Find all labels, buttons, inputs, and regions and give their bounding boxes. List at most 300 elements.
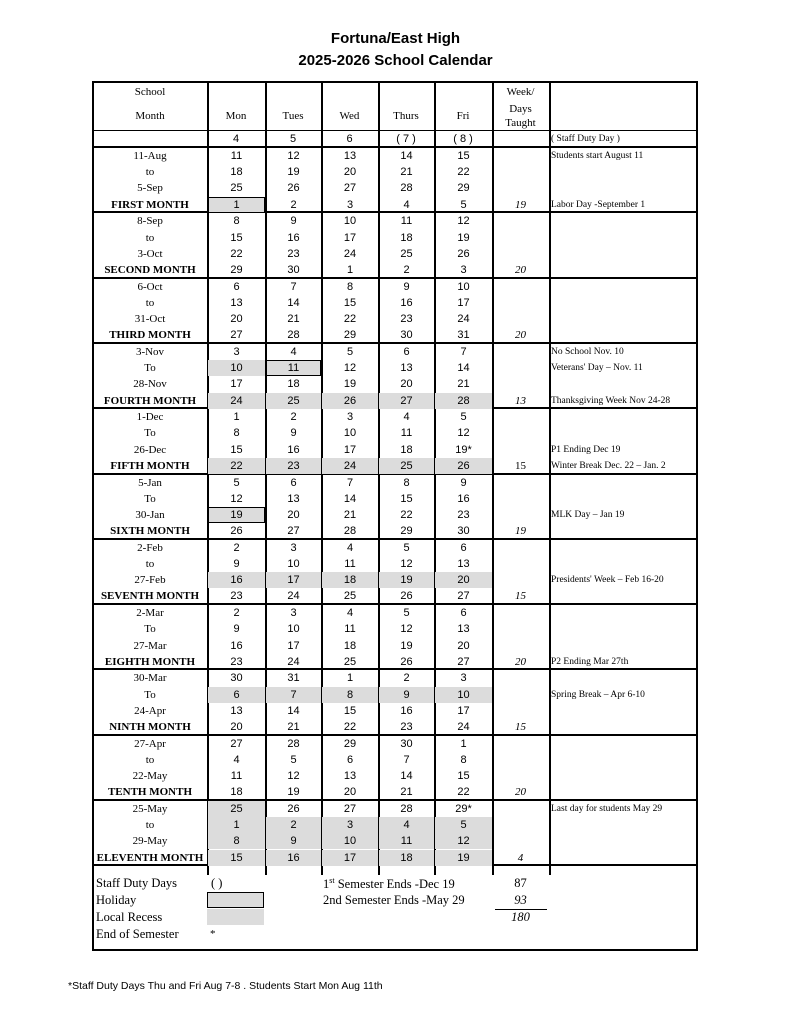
day-cell: 2 — [290, 198, 297, 211]
day-cell: 18 — [322, 572, 378, 588]
day-cell: 23 — [457, 508, 470, 521]
day-cell: 20 — [400, 378, 413, 391]
day-cell: 5 — [403, 541, 410, 554]
day-cell: 26 — [322, 393, 378, 409]
header-wed: Wed — [339, 110, 360, 122]
total-sem1: 87 — [514, 876, 527, 890]
week-days-taught: 15 — [515, 459, 526, 472]
day-cell: 11 — [344, 558, 356, 570]
day-cell: 23 — [266, 458, 321, 474]
day-cell: 23 — [400, 721, 413, 733]
day-cell: 22 — [343, 313, 357, 325]
day-cell: 3 — [290, 607, 297, 620]
calendar-note: P1 Ending Dec 19 — [551, 444, 621, 455]
day-cell: 17 — [343, 231, 357, 244]
legend-staff-duty-days: Staff Duty Days — [96, 876, 178, 890]
month-range-label: to — [145, 753, 155, 766]
month-range-label: 30-Jan — [135, 508, 165, 521]
day-cell: 9 — [290, 215, 297, 228]
day-cell: 8 — [346, 280, 354, 293]
day-cell: 11 — [400, 215, 413, 228]
day-cell: 11 — [344, 623, 356, 636]
day-cell: 8 — [208, 833, 265, 849]
day-cell: 15 — [457, 150, 470, 162]
day-cell: 6 — [208, 687, 265, 703]
day-cell: 11 — [266, 360, 321, 376]
day-cell: 23 — [287, 247, 300, 260]
day-cell: 17 — [343, 443, 357, 456]
day-cell: 19* — [455, 443, 472, 456]
day-cell: 7 — [346, 476, 354, 489]
calendar-note: Presidents' Week – Feb 16-20 — [551, 575, 664, 586]
day-cell: 3 — [290, 541, 297, 554]
month-range-label: To — [144, 688, 156, 701]
day-cell: 1 — [208, 817, 265, 833]
month-range-label: to — [145, 819, 155, 832]
header-tues: Tues — [282, 110, 304, 122]
week-days-taught: 19 — [515, 525, 526, 538]
day-cell: 6 — [233, 280, 240, 293]
day-cell: 30 — [400, 329, 413, 342]
header-thurs: Thurs — [393, 110, 419, 122]
month-name: TENTH MONTH — [107, 786, 193, 799]
day-cell: 24 — [457, 313, 470, 325]
week-days-taught: 15 — [515, 590, 526, 603]
day-cell: 22 — [457, 786, 470, 799]
month-name: NINTH MONTH — [109, 721, 191, 733]
week-days-taught: 13 — [515, 394, 526, 407]
day-cell: 25 — [266, 393, 321, 409]
day-cell: 31 — [457, 329, 470, 342]
month-name: THIRD MONTH — [109, 329, 191, 342]
day-cell: 29 — [343, 329, 357, 342]
day-cell: 10 — [343, 215, 357, 228]
day-cell: 29 — [343, 737, 357, 750]
day-cell: 29* — [455, 803, 472, 815]
day-cell: 12 — [287, 150, 300, 162]
calendar-note: Last day for students May 29 — [551, 804, 663, 814]
header-month: Month — [135, 110, 165, 122]
total-year: 180 — [511, 910, 530, 924]
staff-day-thurs: ( 7 ) — [396, 133, 416, 145]
day-cell: 22 — [343, 721, 357, 733]
month-range-label: 31-Oct — [134, 313, 166, 325]
month-range-label: 3-Oct — [137, 247, 163, 260]
week-days-taught: 20 — [515, 786, 526, 799]
day-cell: 17 — [266, 572, 321, 588]
day-cell: 6 — [460, 541, 467, 554]
month-range-label: 5-Sep — [137, 182, 163, 195]
semester-2-end: 2nd Semester Ends -May 29 — [323, 893, 465, 907]
month-range-label: 29-May — [132, 835, 168, 848]
day-cell: 30 — [230, 672, 243, 685]
day-cell: 26 — [435, 458, 492, 474]
day-cell: 30 — [287, 263, 300, 276]
day-cell: 29 — [400, 525, 413, 538]
day-cell: 14 — [343, 492, 357, 505]
day-cell: 18 — [287, 378, 300, 391]
day-cell: 25 — [343, 590, 357, 603]
day-cell: 21 — [287, 721, 300, 733]
month-range-label: to — [145, 166, 155, 179]
month-name: FIRST MONTH — [111, 198, 189, 211]
day-cell: 19 — [343, 378, 357, 391]
day-cell: 19 — [287, 786, 300, 799]
month-range-label: To — [144, 362, 156, 375]
day-cell: 18 — [400, 443, 413, 456]
day-cell: 22 — [457, 166, 470, 179]
calendar-note: No School Nov. 10 — [551, 346, 624, 357]
day-cell: 17 — [230, 378, 243, 391]
day-cell: 16 — [457, 492, 470, 505]
day-cell: 13 — [400, 362, 413, 375]
day-cell: 12 — [400, 623, 413, 636]
month-range-label: 2-Mar — [136, 607, 164, 620]
day-cell: 9 — [379, 687, 434, 703]
legend-staff-symbol: ( ) — [211, 876, 223, 890]
calendar-note: Spring Break – Apr 6-10 — [551, 689, 645, 700]
month-range-label: To — [144, 492, 156, 505]
day-cell: 20 — [435, 572, 492, 588]
month-range-label: 2-Feb — [137, 541, 163, 554]
staff-day-tues: 5 — [289, 133, 297, 145]
day-cell: 19 — [457, 231, 470, 244]
day-cell: 19 — [400, 639, 413, 652]
day-cell: 5 — [346, 345, 354, 358]
day-cell: 10 — [322, 833, 378, 849]
day-cell: 5 — [460, 411, 467, 424]
month-range-label: 27-Feb — [134, 574, 166, 587]
day-cell: 25 — [379, 458, 434, 474]
month-range-label: to — [145, 296, 155, 309]
semester-1-prefix: 1 — [323, 877, 330, 892]
week-days-taught: 19 — [515, 198, 526, 211]
day-cell: 11 — [230, 150, 243, 162]
day-cell: 3 — [233, 345, 240, 358]
header-school: School — [134, 86, 166, 98]
legend-local-recess: Local Recess — [96, 910, 163, 924]
day-cell: 24 — [343, 247, 357, 260]
week-days-taught: 20 — [515, 263, 526, 276]
day-cell: 25 — [208, 801, 265, 817]
day-cell: 22 — [230, 247, 243, 260]
day-cell: 3 — [460, 263, 467, 276]
day-cell: 28 — [435, 393, 492, 409]
day-cell: 1 — [346, 263, 354, 276]
month-range-label: 8-Sep — [137, 215, 163, 228]
month-range-label: To — [144, 623, 156, 636]
day-cell: 9 — [266, 833, 321, 849]
day-cell: 28 — [343, 525, 357, 538]
day-cell: 10 — [343, 427, 357, 440]
day-cell: 15 — [457, 770, 470, 783]
day-cell: 5 — [290, 753, 297, 766]
day-cell: 12 — [457, 427, 470, 440]
day-cell: 2 — [290, 411, 297, 424]
day-cell: 15 — [230, 443, 243, 456]
day-cell: 8 — [322, 687, 378, 703]
day-cell: 12 — [400, 558, 413, 570]
day-cell: 19 — [435, 850, 492, 866]
day-cell: 24 — [287, 655, 300, 668]
day-cell: 12 — [287, 770, 300, 783]
legend-holiday-swatch — [207, 892, 264, 908]
month-name: ELEVENTH MONTH — [96, 851, 204, 864]
day-cell: 6 — [290, 476, 297, 489]
day-cell: 10 — [457, 280, 470, 293]
day-cell: 6 — [460, 607, 467, 620]
day-cell: 13 — [343, 150, 357, 162]
day-cell: 24 — [208, 393, 265, 409]
day-cell: 17 — [457, 296, 470, 309]
day-cell: 7 — [266, 687, 321, 703]
day-cell: 9 — [233, 623, 240, 636]
month-range-label: 11-Aug — [133, 150, 167, 162]
day-cell: 12 — [435, 833, 492, 849]
day-cell: 27 — [379, 393, 434, 409]
header-taught: Taught — [505, 117, 536, 129]
day-cell: 21 — [343, 508, 357, 521]
day-cell: 15 — [343, 704, 357, 717]
day-cell: 9 — [290, 427, 297, 440]
day-cell: 30 — [400, 737, 413, 750]
day-cell: 28 — [400, 803, 413, 815]
day-cell: 20 — [287, 508, 300, 521]
week-days-taught: 4 — [517, 851, 524, 864]
day-cell: 16 — [266, 850, 321, 866]
day-cell: 4 — [403, 198, 410, 211]
day-cell: 13 — [457, 623, 470, 636]
day-cell: 11 — [230, 770, 243, 783]
day-cell: 20 — [230, 721, 243, 733]
day-cell: 28 — [400, 182, 413, 195]
day-cell: 23 — [400, 313, 413, 325]
month-range-label: 30-Mar — [133, 672, 167, 685]
day-cell: 27 — [457, 590, 470, 603]
day-cell: 1 — [346, 672, 354, 685]
day-cell: 3 — [346, 411, 354, 424]
day-cell: 21 — [400, 166, 413, 179]
day-cell: 4 — [346, 607, 354, 620]
day-cell: 14 — [400, 770, 413, 783]
day-cell: 10 — [287, 558, 300, 570]
day-cell: 27 — [230, 329, 243, 342]
day-cell: 13 — [230, 704, 243, 717]
day-cell: 8 — [460, 753, 467, 766]
day-cell: 13 — [343, 770, 357, 783]
day-cell: 16 — [287, 443, 300, 456]
header-days: Days — [509, 103, 532, 115]
month-name: SECOND MONTH — [104, 263, 196, 276]
day-cell: 1 — [233, 411, 240, 424]
staff-day-fri: ( 8 ) — [453, 133, 473, 145]
day-cell: 7 — [460, 345, 467, 358]
day-cell: 19 — [379, 572, 434, 588]
month-range-label: to — [145, 558, 155, 570]
day-cell: 17 — [322, 850, 378, 866]
week-days-taught: 15 — [515, 721, 526, 733]
day-cell: 15 — [208, 850, 265, 866]
legend-end-symbol: * — [210, 928, 216, 940]
footer-note: *Staff Duty Days Thu and Fri Aug 7-8 . Students Start Mon Aug 11th — [68, 980, 383, 992]
calendar-note: Thanksgiving Week Nov 24-28 — [551, 395, 671, 406]
day-cell: 12 — [343, 362, 357, 375]
day-cell: 15 — [230, 231, 243, 244]
day-cell: 29 — [457, 182, 470, 195]
day-cell: 26 — [400, 655, 413, 668]
calendar-note: Labor Day -September 1 — [551, 199, 646, 210]
calendar-note: Students start August 11 — [551, 151, 644, 161]
day-cell: 26 — [400, 590, 413, 603]
day-cell: 17 — [287, 639, 300, 652]
day-cell: 21 — [457, 378, 470, 391]
day-cell: 3 — [322, 817, 378, 833]
day-cell: 24 — [457, 721, 470, 733]
day-cell: 18 — [343, 639, 357, 652]
day-cell: 27 — [230, 737, 243, 750]
month-name: EIGHTH MONTH — [104, 655, 196, 668]
day-cell: 26 — [457, 247, 470, 260]
day-cell: 3 — [460, 672, 467, 685]
month-range-label: 5-Jan — [138, 476, 162, 489]
day-cell: 16 — [400, 704, 413, 717]
day-cell: 26 — [230, 525, 243, 538]
month-range-label: 22-May — [132, 770, 168, 783]
month-name: SIXTH MONTH — [110, 525, 190, 538]
header-fri: Fri — [456, 110, 470, 122]
day-cell: 26 — [287, 803, 300, 815]
month-range-label: 27-Mar — [133, 639, 167, 652]
day-cell: 8 — [403, 476, 410, 489]
legend-end-of-semester: End of Semester — [96, 927, 179, 941]
day-cell: 10 — [435, 687, 492, 703]
day-cell: 5 — [233, 476, 240, 489]
month-range-label: 24-Apr — [134, 704, 166, 717]
week-days-taught: 20 — [515, 329, 526, 342]
month-range-label: 26-Dec — [133, 443, 167, 456]
day-cell: 11 — [379, 833, 434, 849]
month-range-label: 1-Dec — [136, 411, 164, 424]
day-cell: 22 — [208, 458, 265, 474]
calendar-note: P2 Ending Mar 27th — [551, 656, 629, 667]
day-cell: 24 — [322, 458, 378, 474]
title-calendar-year: 2025-2026 School Calendar — [298, 52, 493, 69]
header-week: Week/ — [506, 86, 535, 98]
day-cell: 20 — [457, 639, 470, 652]
legend-local-recess-swatch — [207, 909, 264, 925]
day-cell: 25 — [230, 182, 243, 195]
header-mon: Mon — [225, 110, 247, 122]
day-cell: 18 — [230, 786, 243, 799]
day-cell: 6 — [346, 753, 354, 766]
day-cell: 2 — [233, 541, 240, 554]
day-cell: 15 — [400, 492, 413, 505]
day-cell: 2 — [233, 607, 240, 620]
month-name: FOURTH MONTH — [103, 394, 197, 407]
day-cell: 27 — [457, 655, 470, 668]
day-cell: 20 — [230, 313, 243, 325]
day-cell: 9 — [403, 280, 410, 293]
day-cell: 5 — [460, 198, 467, 211]
day-cell: 5 — [435, 817, 492, 833]
day-cell: 16 — [287, 231, 300, 244]
day-cell: 31 — [287, 672, 300, 685]
day-cell: 19 — [208, 507, 265, 523]
day-cell: 12 — [230, 492, 243, 505]
day-cell: 14 — [400, 150, 413, 162]
day-cell: 30 — [457, 525, 470, 538]
day-cell: 20 — [343, 786, 357, 799]
day-cell: 2 — [403, 263, 410, 276]
day-cell: 28 — [287, 737, 300, 750]
day-cell: 14 — [287, 296, 300, 309]
staff-day-mon: 4 — [232, 133, 240, 145]
month-range-label: 27-Apr — [134, 737, 166, 750]
day-cell: 10 — [287, 623, 300, 636]
day-cell: 19 — [287, 166, 300, 179]
day-cell: 5 — [403, 607, 410, 620]
day-cell: 22 — [400, 508, 413, 521]
day-cell: 25 — [400, 247, 413, 260]
day-cell: 23 — [230, 655, 243, 668]
day-cell: 17 — [457, 704, 470, 717]
legend-holiday: Holiday — [96, 893, 137, 907]
day-cell: 18 — [379, 850, 434, 866]
day-cell: 27 — [287, 525, 300, 538]
day-cell: 27 — [343, 803, 357, 815]
calendar-note: MLK Day – Jan 19 — [551, 509, 625, 520]
day-cell: 13 — [287, 492, 300, 505]
day-cell: 16 — [230, 639, 243, 652]
day-cell: 20 — [343, 166, 357, 179]
day-cell: 9 — [460, 476, 467, 489]
day-cell: 27 — [343, 182, 357, 195]
month-range-label: To — [144, 427, 156, 440]
semester-1-end — [323, 876, 455, 892]
month-name: FIFTH MONTH — [110, 459, 190, 472]
day-cell: 12 — [457, 215, 470, 228]
day-cell: 1 — [460, 737, 467, 750]
month-range-label: to — [145, 231, 155, 244]
day-cell: 21 — [400, 786, 413, 799]
day-cell: 16 — [208, 572, 265, 588]
week-days-taught: 20 — [515, 655, 526, 668]
month-name: SEVENTH MONTH — [100, 590, 200, 603]
calendar-note: Winter Break Dec. 22 – Jan. 2 — [551, 460, 666, 471]
day-cell: 24 — [287, 590, 300, 603]
month-range-label: 25-May — [132, 803, 168, 815]
day-cell: 2 — [403, 672, 410, 685]
day-cell: 23 — [230, 590, 243, 603]
staff-duty-note: ( Staff Duty Day ) — [551, 134, 620, 144]
day-cell: 26 — [287, 182, 300, 195]
day-cell: 1 — [208, 197, 265, 213]
day-cell: 4 — [379, 817, 434, 833]
semester-1-text: Semester Ends -Dec 19 — [334, 877, 455, 892]
day-cell: 11 — [400, 427, 413, 440]
day-cell: 6 — [403, 345, 410, 358]
day-cell: 4 — [403, 411, 410, 424]
day-cell: 13 — [457, 558, 470, 570]
calendar-note: Veterans' Day – Nov. 11 — [551, 363, 643, 374]
day-cell: 8 — [233, 215, 240, 228]
day-cell: 29 — [230, 263, 243, 276]
semester-1-sup: st — [329, 876, 335, 885]
day-cell: 25 — [343, 655, 357, 668]
month-range-label: 3-Nov — [135, 345, 165, 358]
day-cell: 4 — [346, 541, 354, 554]
day-cell: 28 — [287, 329, 300, 342]
